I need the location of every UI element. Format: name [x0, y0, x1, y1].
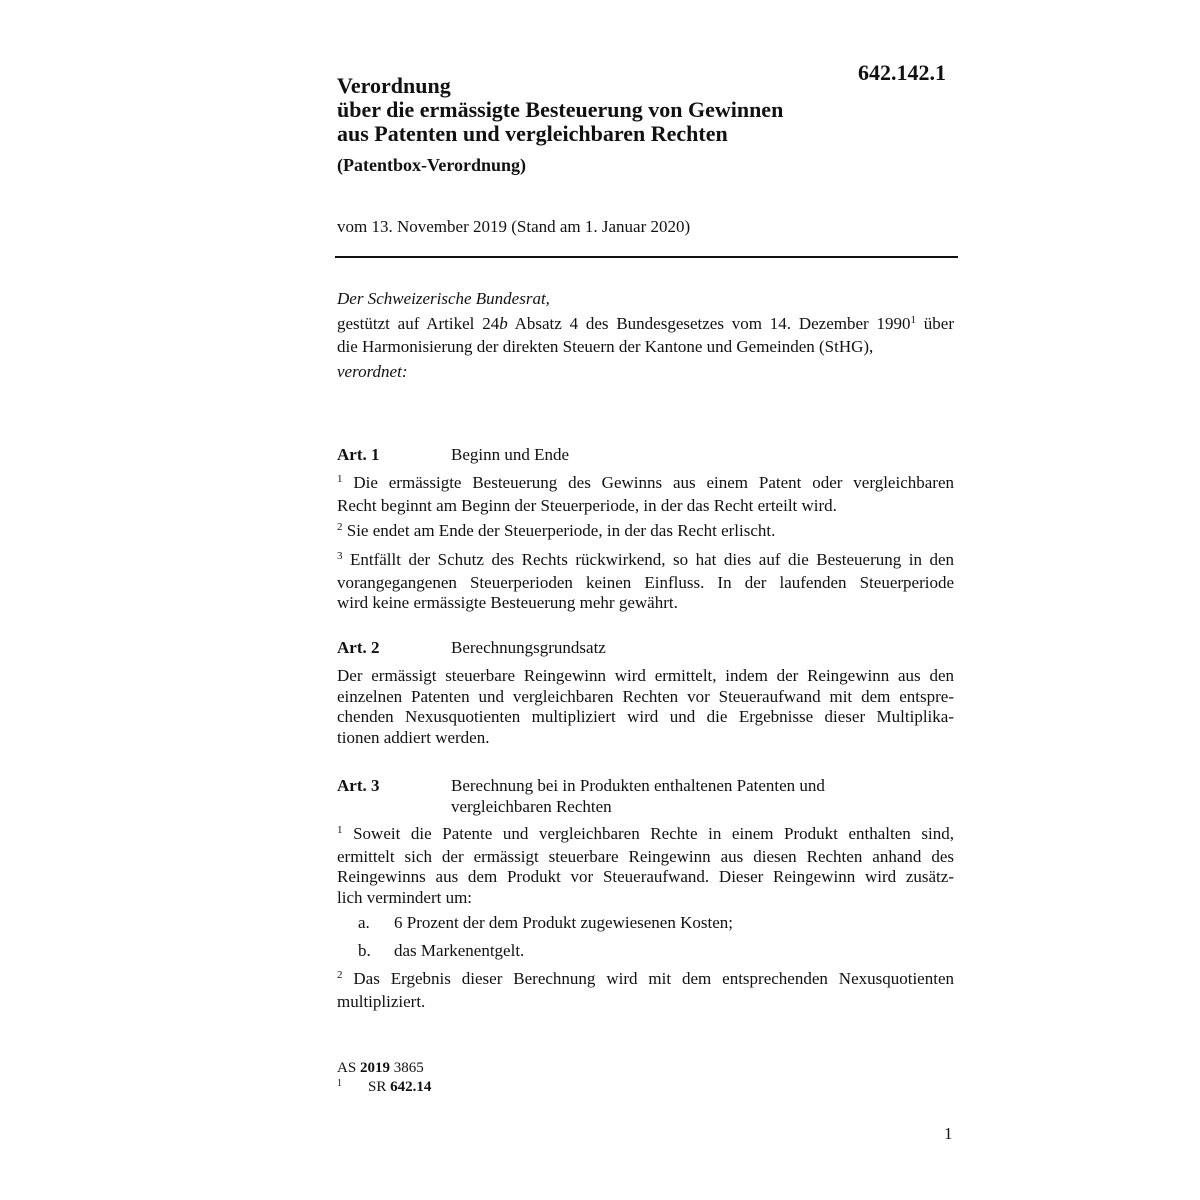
article-title: Berechnungsgrundsatz — [451, 638, 606, 657]
article-label: Art. 2 — [337, 638, 380, 657]
basis-text: gestützt auf Artikel 24 — [337, 314, 500, 333]
paragraph-text: multipliziert. — [337, 991, 426, 1011]
basis-letter: b — [499, 314, 508, 333]
list-marker: b. — [358, 941, 371, 960]
title-line: über die ermässigte Besteuerung von Gewinnen — [337, 97, 784, 122]
header-divider — [335, 256, 958, 258]
paragraph-text: vorangegangenen Steuerperioden keinen Einfluss. In der laufenden Steuerperiode — [337, 572, 954, 592]
article-label: Art. 3 — [337, 776, 380, 795]
sr-prefix: SR — [368, 1079, 391, 1095]
short-title: (Patentbox-Verordnung) — [337, 155, 527, 175]
article-title — [451, 776, 825, 817]
article-label: Art. 1 — [337, 445, 380, 464]
paragraph-number: 2 — [337, 969, 343, 981]
ordinance-title — [337, 74, 897, 146]
as-year: 2019 — [359, 1060, 390, 1076]
list-item: 6 Prozent der dem Produkt zugewiesenen Kosten; — [394, 913, 733, 932]
article-3-paragraph-2 — [337, 969, 954, 1012]
paragraph-text: lich vermindert um: — [337, 887, 473, 907]
article-title: Beginn und Ende — [451, 445, 570, 464]
paragraph-text: Reingewinns aus dem Produkt vor Steueraufwand. Dieser Reingewinn wird zusätz- — [337, 867, 954, 886]
footnote-mark[interactable]: 1 — [910, 314, 916, 326]
sr-reference: 642.14 — [390, 1079, 432, 1095]
page-number: 1 — [944, 1124, 953, 1143]
article-1-paragraph-2 — [337, 521, 954, 544]
paragraph-number: 1 — [337, 824, 343, 836]
basis-text: über — [915, 314, 954, 333]
as-page: 3865 — [389, 1060, 424, 1076]
preamble-authority: Der Schweizerische Bundesrat, — [337, 289, 550, 308]
paragraph-text: ermittelt sich der ermässigt steuerbare Reingewinn aus diesen Rechten anhand des — [337, 846, 954, 866]
sr-number: 642.142.1 — [858, 60, 946, 85]
paragraph-text: Der ermässigt steuerbare Reingewinn wird ermittelt, indem der Reingewinn aus den — [337, 666, 954, 685]
title-line: aus Patenten und vergleichbaren Rechten — [337, 121, 728, 146]
paragraph-text: wird keine ermässigte Besteuerung mehr gewährt. — [337, 593, 678, 612]
article-1-paragraph-3 — [337, 550, 954, 614]
paragraph-text: chenden Nexusquotienten multipliziert wird und die Ergebnisse dieser Multiplika- — [337, 707, 954, 726]
paragraph-text: Entfällt der Schutz des Rechts rückwirkend, so hat dies auf die Besteuerung in den — [342, 550, 954, 569]
footnote-1 — [337, 1078, 431, 1098]
list-marker: a. — [358, 913, 370, 932]
paragraph-text: Soweit die Patente und vergleichbaren Rechte in einem Produkt enthalten sind, — [342, 824, 954, 843]
date-line: vom 13. November 2019 (Stand am 1. Januar 2020) — [337, 217, 691, 236]
article-1-paragraph-1 — [337, 473, 954, 516]
as-reference — [337, 1059, 424, 1078]
paragraph-number: 1 — [337, 473, 343, 485]
list-item: das Markenentgelt. — [394, 941, 525, 960]
paragraph-text: Recht beginnt am Beginn der Steuerperiode, in der das Recht erteilt wird. — [337, 495, 837, 515]
article-title-line: Berechnung bei in Produkten enthaltenen Patenten und — [451, 776, 825, 795]
paragraph-text: Sie endet am Ende der Steuerperiode, in der das Recht erlischt. — [342, 521, 776, 540]
paragraph-text: tionen addiert werden. — [337, 727, 490, 747]
title-line: Verordnung — [337, 73, 451, 98]
paragraph-text: Das Ergebnis dieser Berechnung wird mit dem entsprechenden Nexusquotienten — [342, 969, 954, 988]
article-3-paragraph-1 — [337, 824, 954, 908]
basis-text: Absatz 4 des Bundesgesetzes vom 14. Dezember 1990 — [507, 314, 911, 333]
paragraph-number: 3 — [337, 550, 343, 562]
paragraph-text: Die ermässigte Besteuerung des Gewinns aus einem Patent oder vergleichbaren — [342, 473, 954, 492]
preamble-decree: verordnet: — [337, 362, 408, 381]
footnote-number: 1 — [337, 1078, 342, 1089]
basis-line: die Harmonisierung der direkten Steuern der Kantone und Gemeinden (StHG), — [337, 336, 874, 356]
paragraph-text: einzelnen Patenten und vergleichbaren Rechten vor Steueraufwand mit dem entspre- — [337, 686, 954, 706]
article-2-paragraph — [337, 666, 954, 748]
paragraph-number: 2 — [337, 521, 343, 533]
article-title-line: vergleichbaren Rechten — [451, 796, 612, 816]
as-prefix: AS — [337, 1060, 360, 1076]
preamble-basis — [337, 314, 954, 357]
